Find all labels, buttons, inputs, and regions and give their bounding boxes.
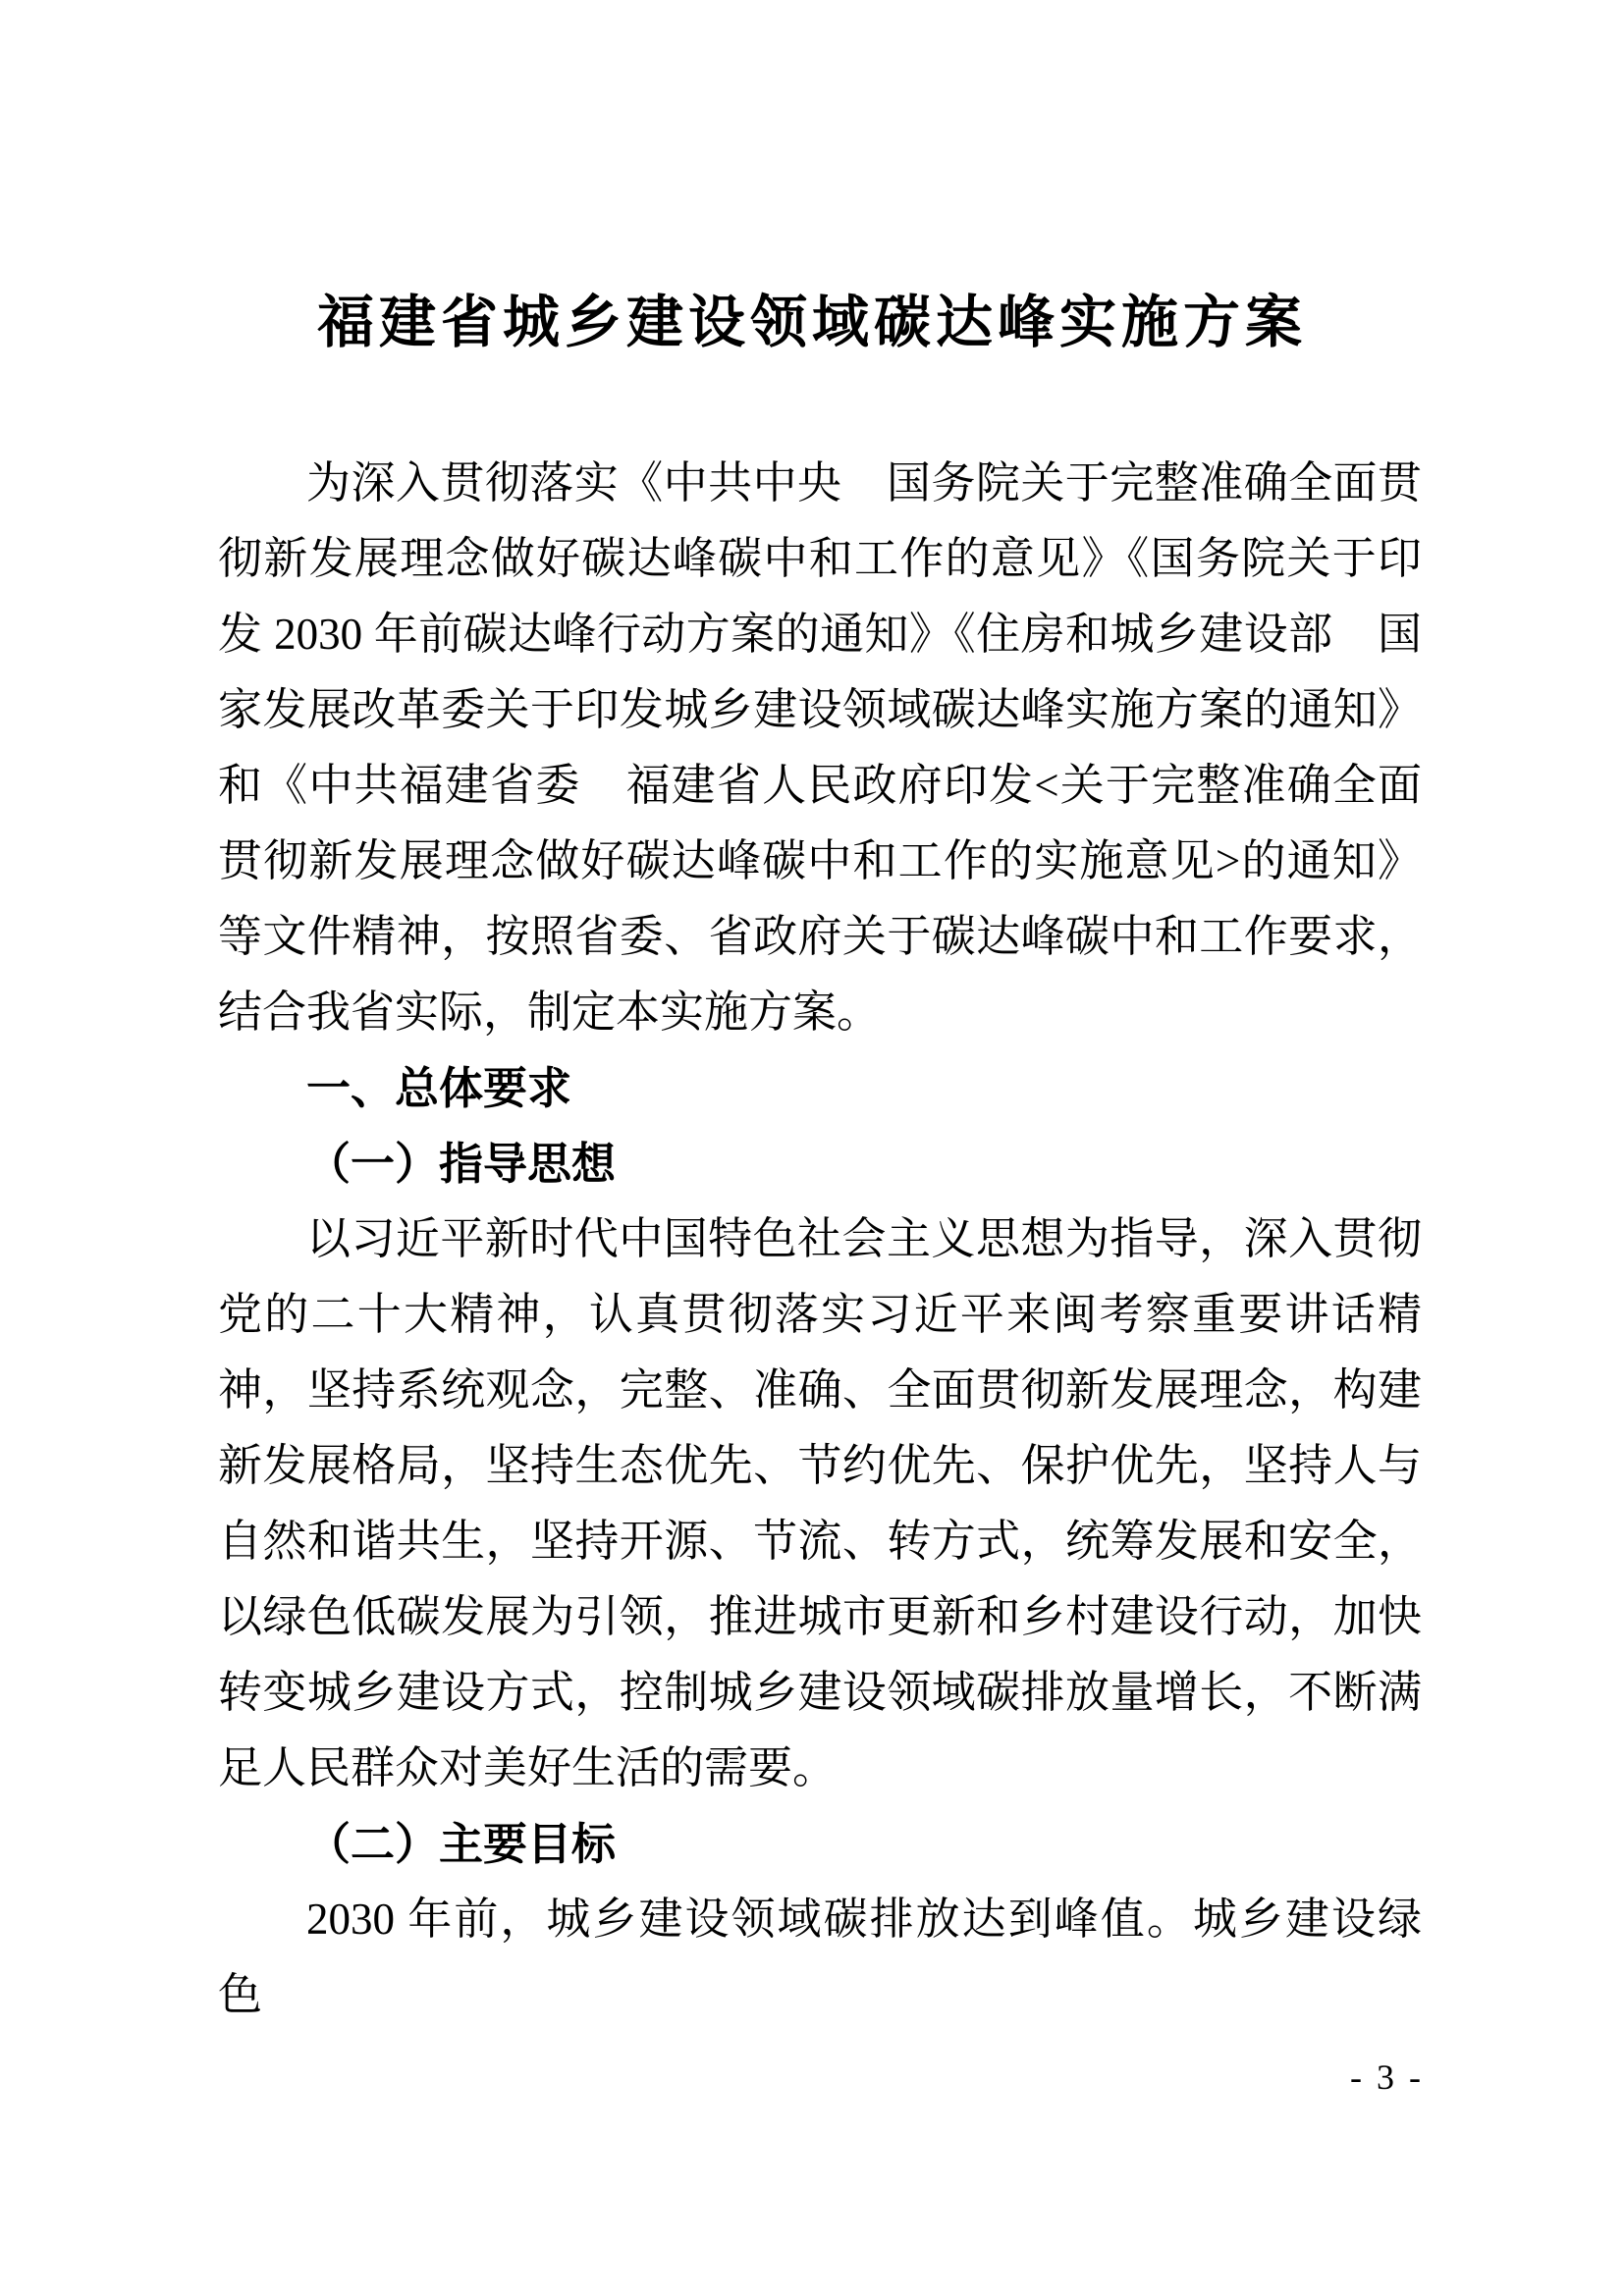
- subsection-heading-main-goals: （二）主要目标: [306, 1819, 617, 1869]
- document-body: [218, 446, 1422, 2033]
- subsection-heading-guiding-ideology: （一）指导思想: [306, 1139, 617, 1189]
- paragraph-main-goals: 2030 年前，城乡建设领域碳排放达到峰值。城乡建设绿色: [218, 1895, 1422, 2019]
- page-number: - 3 -: [1350, 2057, 1424, 2097]
- section-heading-overall-requirements: 一、总体要求: [306, 1063, 572, 1113]
- paragraph-intro: 为深入贯彻落实《中共中央 国务院关于完整准确全面贯彻新发展理念做好碳达峰碳中和工作的意见》《国务院关于印发 2030 年前碳达峰行动方案的通知》《住房和城乡建设部 国家发展改革委关于印发城乡建设领域碳达峰实施方案的通知》和《中共福建省委 福建省人民政府印发<关于完整准确全面贯彻新发展理念做好碳达峰碳中和工作的实施意见>的通知》等文件精神，按照省委、省政府关于碳达峰碳中和工作要求，结合我省实际，制定本实施方案。: [218, 458, 1422, 1037]
- page-title: 福建省城乡建设领域碳达峰实施方案: [316, 291, 1307, 354]
- paragraph-guiding-ideology: 以习近平新时代中国特色社会主义思想为指导，深入贯彻党的二十大精神，认真贯彻落实习近平来闽考察重要讲话精神，坚持系统观念，完整、准确、全面贯彻新发展理念，构建新发展格局，坚持生态优先、节约优先、保护优先，坚持人与自然和谐共生，坚持开源、节流、转方式，统筹发展和安全，以绿色低碳发展为引领，推进城市更新和乡村建设行动，加快转变城乡建设方式，控制城乡建设领域碳排放量增长，不断满足人民群众对美好生活的需要。: [218, 1214, 1422, 1792]
